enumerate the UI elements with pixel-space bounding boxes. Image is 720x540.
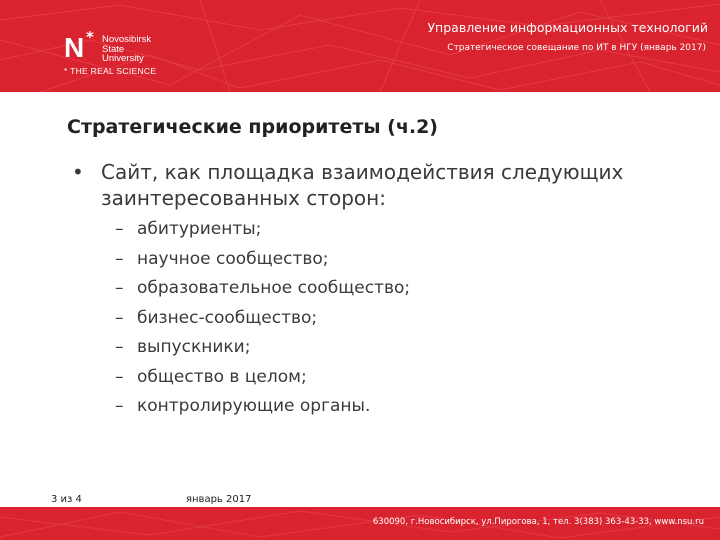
list-item: [115, 219, 410, 249]
list-item-text: выпускники;: [137, 337, 251, 357]
list-item-text: научное сообщество;: [137, 248, 329, 269]
dash-icon: –: [115, 307, 124, 328]
header-title: Управление информационных технологий: [427, 20, 708, 35]
footer-banner: [0, 507, 720, 540]
list-item-text: общество в целом;: [137, 366, 307, 387]
logo-name-line-2: State: [102, 43, 125, 55]
page-number: 3 из 4: [51, 494, 82, 505]
list-item: [115, 249, 410, 279]
dash-icon: –: [115, 337, 124, 357]
list-item: [115, 308, 410, 338]
logo-tagline: * THE REAL SCIENCE: [64, 66, 157, 76]
list-item: [115, 367, 410, 397]
list-item-text: образовательное сообщество;: [137, 278, 411, 298]
bullet-icon: •: [72, 160, 84, 184]
footer-date: январь 2017: [186, 494, 252, 505]
stakeholder-list: [115, 219, 410, 426]
bullet-text: Сайт, как площадка взаимодействия следующих заинтересованных сторон:: [101, 160, 624, 210]
logo-letter: N: [64, 32, 85, 63]
dash-icon: –: [115, 366, 124, 387]
dash-icon: –: [115, 396, 124, 416]
list-item-text: бизнес-сообщество;: [137, 307, 318, 328]
list-item-text: контролирующие органы.: [137, 396, 371, 416]
header-banner: [0, 0, 720, 92]
slide-title: Стратегические приоритеты (ч.2): [67, 116, 438, 138]
list-item: [115, 396, 410, 426]
header-subtitle: Стратегическое совещание по ИТ в НГУ (январь 2017): [447, 43, 706, 53]
dash-icon: –: [115, 219, 124, 239]
logo-star: *: [86, 28, 94, 46]
list-item: [115, 278, 410, 308]
logo-name-line-3: University: [102, 53, 144, 64]
dash-icon: –: [115, 278, 124, 298]
list-item-text: абитуриенты;: [137, 219, 262, 239]
list-item: [115, 337, 410, 367]
logo-name-line-1: Novosibirsk: [102, 34, 152, 45]
dash-icon: –: [115, 248, 124, 269]
footer-address: 630090, г.Новосибирск, ул.Пирогова, 1, тел. 3(383) 363-43-33, www.nsu.ru: [372, 517, 704, 527]
logo-name: [102, 35, 162, 64]
